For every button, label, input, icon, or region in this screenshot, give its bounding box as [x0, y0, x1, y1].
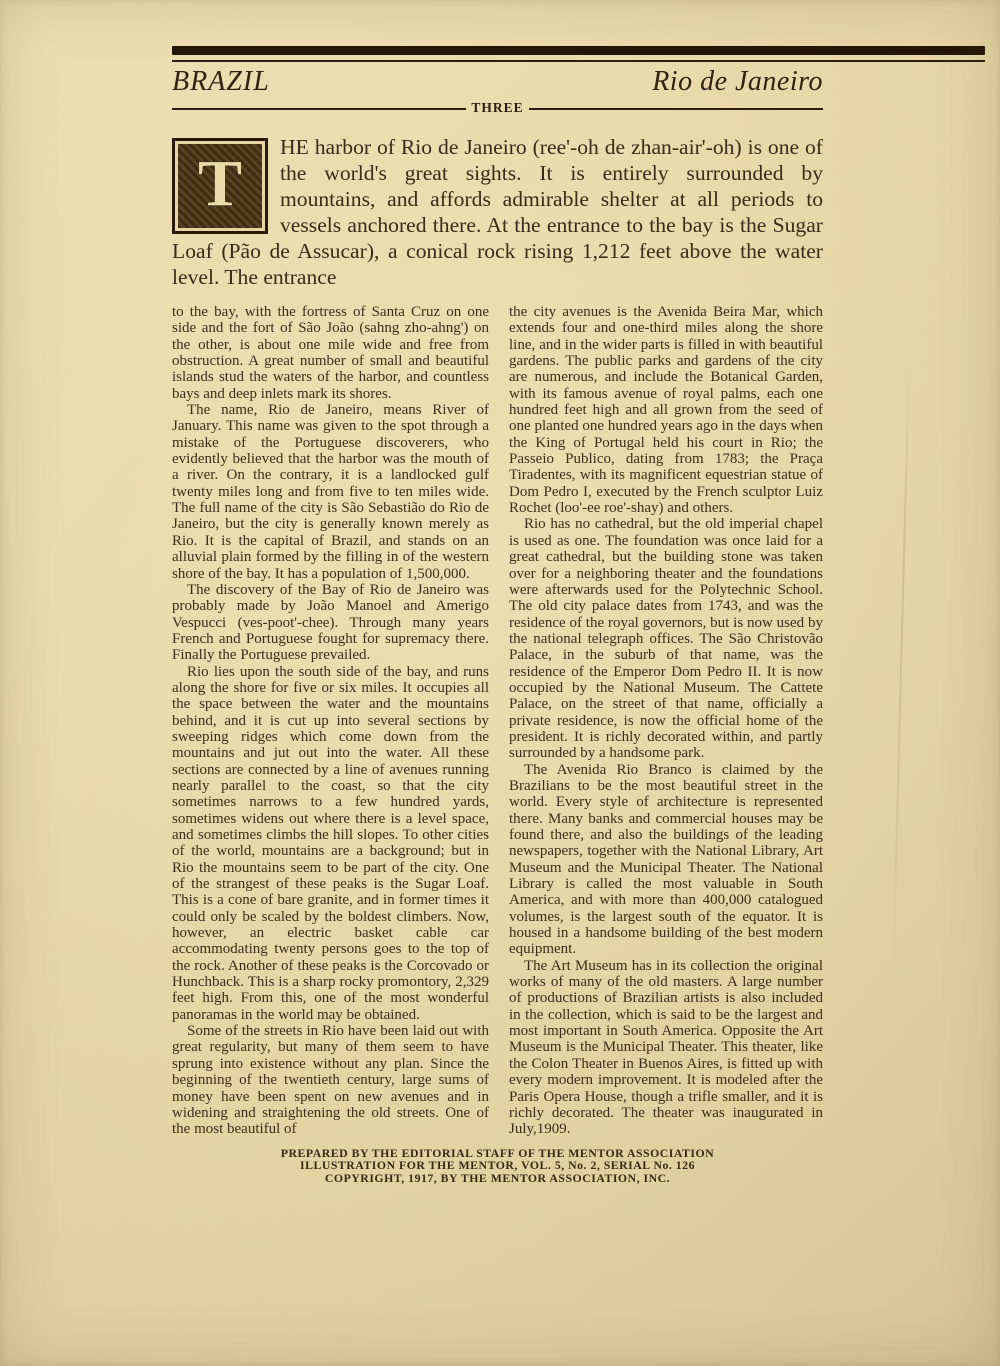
- drop-cap-hatch-background: [178, 144, 262, 228]
- rule-left-segment: [172, 108, 466, 110]
- paper-crease: [892, 360, 910, 980]
- left-column: [172, 304, 489, 1138]
- page-number-rule: [172, 101, 823, 117]
- rule-right-segment: [529, 108, 823, 110]
- imprint-line: ILLUSTRATION FOR THE MENTOR, VOL. 5, No. 2, SERIAL No. 126: [300, 1158, 695, 1173]
- top-double-rule: [172, 46, 985, 62]
- body-paragraph: The name, Rio de Janeiro, means River of January. This name was given to the spot through a mistake of the Portuguese discoverers, who evidently believed that the harbor was the mouth of a river. On the contrary, it is a landlocked gulf twenty miles long and from five to ten miles wide. The full name of the city is São Sebastião do Rio de Janeiro, but the city is generally known merely as Rio. It is the capital of Brazil, and stands on an alluvial plain formed by the filling in of the western shore of the bay. It has a population of 1,500,000.: [172, 402, 489, 582]
- imprint-footer: [172, 1147, 823, 1185]
- body-paragraph: The discovery of the Bay of Rio de Janeiro was probably made by João Manoel and Amerigo Vespucci (ves-poot'-chee). Through many years French and Portuguese fought for supremacy there. Finally the Portuguese prevailed.: [172, 581, 489, 664]
- page-content: [172, 64, 823, 1184]
- imprint-line: COPYRIGHT, 1917, BY THE MENTOR ASSOCIATION, INC.: [324, 1170, 671, 1185]
- body-paragraph: The Avenida Rio Branco is claimed by the Brazilians to be the most beautiful street in the world. Every style of architecture is represented there. Many banks and commercial houses may be found there, and also the buildings of the leading newspapers, together with the National Library, Art Museum and the Municipal Theater. The National Library is called the most valuable in South America, and with more than 400,000 catalogued volumes, is the largest south of the equator. It is housed in a handsome building of the best modern equipment.: [509, 761, 823, 958]
- imprint-line: PREPARED BY THE EDITORIAL STAFF OF THE MENTOR ASSOCIATION: [280, 1145, 715, 1160]
- body-paragraph: The Art Museum has in its collection the original works of many of the old masters. A large number of productions of Brazilian artists is also included in the collection, which is said to be the largest and most important in South America. Opposite the Art Museum is the Municipal Theater. This theater, like the Colon Theater in Buenos Aires, is fitted up with every modern improvement. It is modeled after the Paris Opera House, though a trifle smaller, and it is richly decorated. The theater was inaugurated in July,1909.: [509, 957, 823, 1138]
- right-column: [509, 304, 823, 1138]
- body-paragraph: Rio lies upon the south side of the bay, and runs along the shore for five or six miles. It occupies all the space between the water and the mountains behind, and it is cut up into several sections by sweeping ridges which come down from the mountains and jut out into the water. All these sections are connected by a line of avenues running nearly parallel to the coast, so that the city sometimes narrows to a few hundred yards, sometimes widens out where there is a level space, and sometimes climbs the hill slopes. To other cities of the world, mountains are a background; but in Rio the mountains seem to be part of the city. One of the strangest of these peaks is the Sugar Loaf. This is a cone of bare granite, and in former times it could only be scaled by the boldest climbers. Now, however, an electric basket cable car accommodating twenty persons goes to the top of the rock. Another of these peaks is the Corcovado or Hunchback. This is a sharp rocky promontory, 2,329 feet high. From this, one of the most wonderful panoramas in the world may be obtained.: [172, 663, 489, 1023]
- top-thin-rule: [172, 60, 985, 62]
- top-heavy-rule: [172, 46, 985, 55]
- body-columns: [172, 304, 823, 1138]
- lead-paragraph: [172, 134, 823, 290]
- body-paragraph: the city avenues is the Avenida Beira Mar, which extends four and one-third miles along the shore line, and in the wider parts is filled in with beautiful gardens. The public parks and gardens of the city are numerous, and include the Botanical Garden, with its famous avenue of royal palms, each one hundred feet high and all grown from the seed of one planted one hundred years ago in the days when the King of Portugal held his court in Rio; the Passeio Publico, dating from 1783; the Praça Tiradentes, with its magnificent equestrian statue of Dom Pedro I, executed by the French sculptor Luiz Rochet (loo'-ee roe'-shay) and others.: [509, 304, 823, 517]
- masthead: [172, 66, 823, 98]
- lead-paragraph-text: HE harbor of Rio de Janeiro (ree'-oh de zhan-air'-oh) is one of the world's great sights. It is entirely surrounded by mountains, and affords admirable shelter at all periods to vessels anchored there. At the entrance to the bay is the Sugar Loaf (Pão de Assucar), a conical rock rising 1,212 feet above the water level. The entrance: [172, 135, 823, 289]
- drop-cap-letter: T: [197, 147, 243, 220]
- chapter-title: Rio de Janeiro: [652, 66, 823, 97]
- body-paragraph: Some of the streets in Rio have been laid out with great regularity, but many of them seem to have sprung into existence without any plan. Since the beginning of the twentieth century, large sums of money have been spent on new avenues and in widening and straightening the old streets. One of the most beautiful of: [172, 1023, 489, 1138]
- drop-cap: [172, 138, 268, 234]
- page-number-label: THREE: [471, 100, 524, 115]
- body-paragraph: to the bay, with the fortress of Santa Cruz on one side and the fort of São João (sahng zho-ahng') on the other, is about one mile wide and free from obstruction. A great number of small and beautiful islands stud the waters of the harbor, and countless bays and deep inlets mark its shores.: [172, 304, 489, 402]
- section-title: BRAZIL: [172, 66, 270, 97]
- body-paragraph: Rio has no cathedral, but the old imperial chapel is used as one. The foundation was once laid for a great cathedral, but the building stone was taken over for a neighboring theater and the foundations were afterwards used for the Polytechnic School. The old city palace dates from 1743, and was the residence of the royal governors, but is now used by the national telegraph offices. The São Christovão Palace, in the suburb of that name, was the residence of the Emperor Dom Pedro II. It is now occupied by the National Museum. The Cattete Palace, on the street of that name, officially a private residence, is now the official home of the president. It is richly decorated within, and partly surrounded by a handsome park.: [509, 516, 823, 762]
